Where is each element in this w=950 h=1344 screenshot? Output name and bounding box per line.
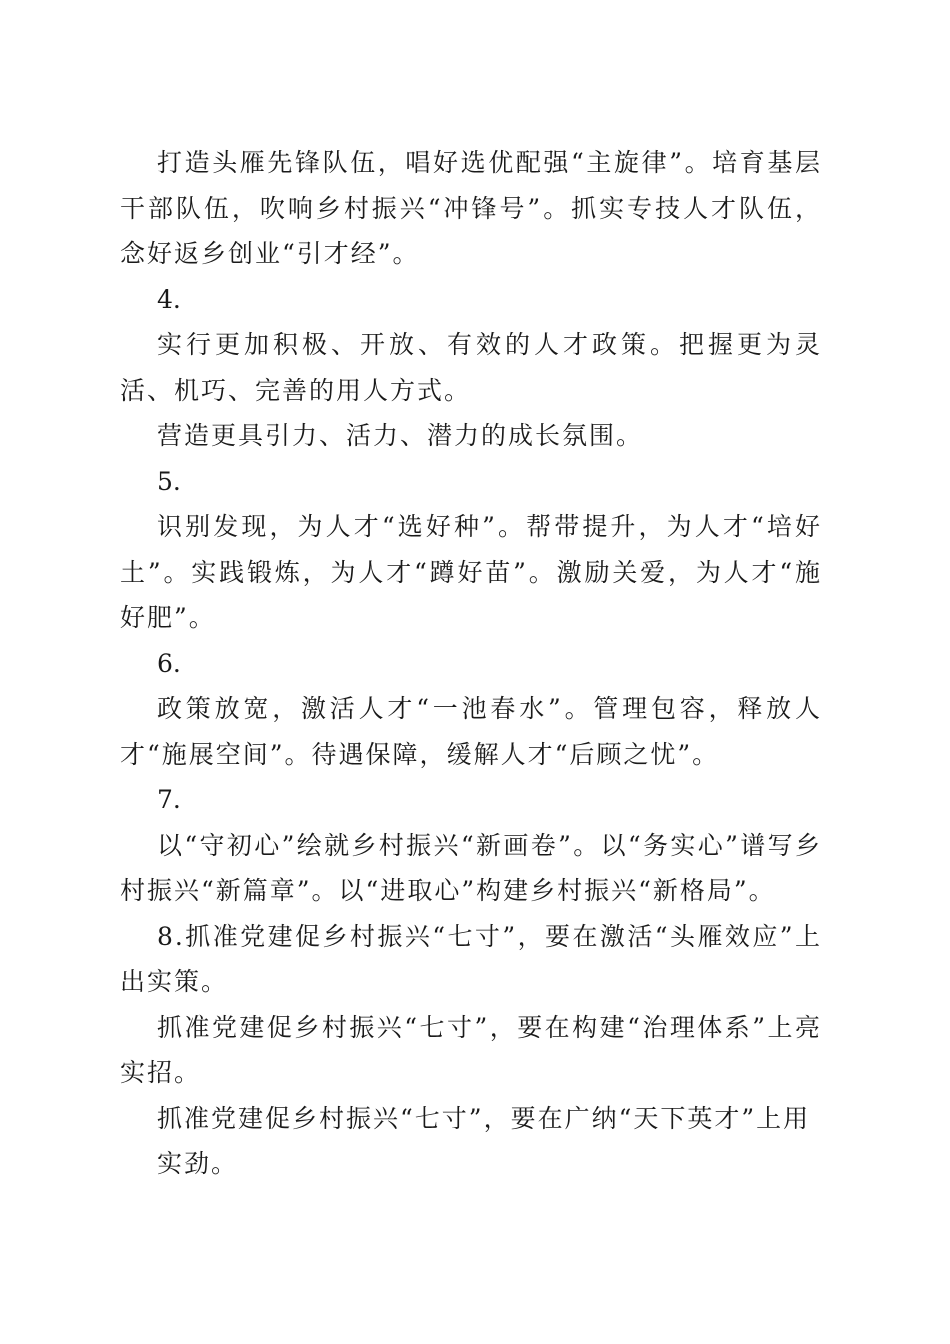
paragraph-talent-cultivation: 识别发现，为人才“选好种”。帮带提升，为人才“培好土”。实践锻炼，为人才“蹲好苗”。激励关爱，为人才“施好肥”。 xyxy=(120,512,822,632)
paragraph-policy-relaxation: 政策放宽，激活人才“一池春水”。管理包容，释放人才“施展空间”。待遇保障，缓解人才“后顾之忧”。 xyxy=(120,694,822,769)
item-number-4: 4. xyxy=(157,284,181,314)
paragraph-growth-atmosphere: 营造更具引力、活力、潜力的成长氛围。 xyxy=(157,421,644,450)
paragraph-team-building: 打造头雁先锋队伍，唱好选优配强“主旋律”。培育基层干部队伍，吹响乡村振兴“冲锋号”。抓实专技人才队伍，念好返乡创业“引才经”。 xyxy=(120,148,822,268)
item-number-7: 7. xyxy=(157,785,181,814)
paragraph-rural-revitalization: 以“守初心”绘就乡村振兴“新画卷”。以“务实心”谱写乡村振兴“新篇章”。以“进取心”构建乡村振兴“新格局”。 xyxy=(120,830,822,905)
paragraph-world-talent-continued: 实劲。 xyxy=(157,1149,239,1178)
item-number-5: 5. xyxy=(157,466,181,496)
paragraph-governance-system: 抓准党建促乡村振兴“七寸”，要在构建“治理体系”上亮实招。 xyxy=(120,1012,822,1087)
item-number-6: 6. xyxy=(157,648,181,678)
document-body xyxy=(120,140,822,1187)
paragraph-talent-policy: 实行更加积极、开放、有效的人才政策。把握更为灵活、机巧、完善的用人方式。 xyxy=(120,330,822,405)
paragraph-world-talent: 抓准党建促乡村振兴“七寸”，要在广纳“天下英才”上用 xyxy=(157,1103,811,1133)
paragraph-item-8-head-goose: 8.抓准党建促乡村振兴“七寸”，要在激活“头雁效应”上出实策。 xyxy=(120,921,822,996)
